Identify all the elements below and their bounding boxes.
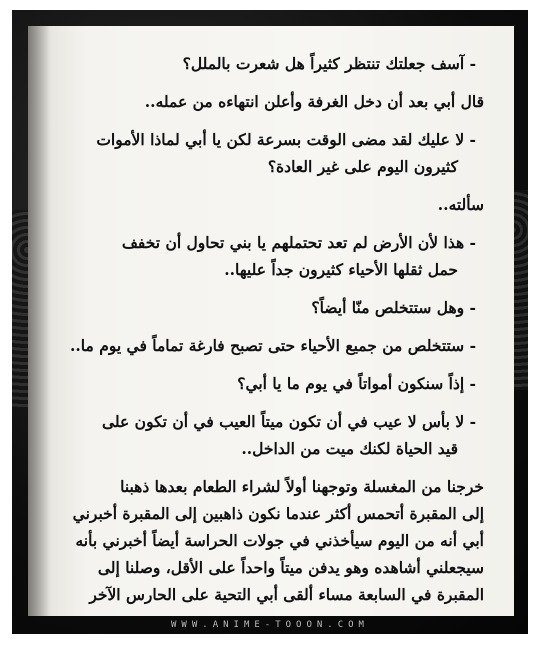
- text-line: - إذاً سنكون أمواتاً في يوم ما يا أبي؟: [237, 374, 476, 393]
- text-line: سألته..: [437, 195, 484, 214]
- site-watermark: WWW.ANIME-TOOON.COM: [171, 620, 369, 630]
- text-line: - وهل ستتخلص منّا أيضاً؟: [311, 298, 476, 317]
- page-binding-shadow: [28, 26, 50, 616]
- text-line: - لا عليك لقد مضى الوقت بسرعة لكن يا أبي لماذا الأموات: [96, 130, 476, 149]
- text-line: سيجعلني أشاهده وهو يدفن ميتاً واحداً على الأقل، وصلنا إلى: [97, 558, 484, 577]
- text-line: - آسف جعلتك تنتظر كثيراً هل شعرت بالملل؟: [182, 54, 476, 73]
- text-line: قال أبي بعد أن دخل الغرفة وأعلن انتهاءه من عمله..: [144, 92, 484, 111]
- book-page: [28, 26, 514, 616]
- text-line: قيد الحياة لكنك ميت من الداخل..: [241, 439, 458, 458]
- text-line: - ستتخلص من جميع الأحياء حتى تصبح فارغة تماماً في يوم ما..: [70, 336, 476, 355]
- text-line: حمل ثقلها الأحياء كثيرون جداً عليها..: [224, 260, 458, 279]
- text-line: أبي أنه من اليوم سيأخذني في جولات الحراسة أيضاً أخبرني بأنه: [75, 531, 484, 550]
- text-line: إلى المقبرة أتحمس أكثر عندما نكون ذاهبين إلى المقبرة أخبرني: [72, 504, 484, 523]
- text-line: خرجنا من المغسلة وتوجهنا أولاً لشراء الطعام بعدها ذهبنا: [120, 477, 484, 496]
- text-line: المقبرة في السابعة مساء ألقى أبي التحية على الحارس الآخر: [89, 585, 484, 604]
- text-line: كثيرون اليوم على غير العادة؟: [267, 157, 458, 176]
- page-text: [64, 50, 484, 608]
- text-line: - هذا لأن الأرض لم تعد تحتملهم يا بني تحاول أن تخفف: [121, 233, 476, 252]
- text-line: - لا بأس لا عيب في أن تكون ميتاً العيب في أن تكون على: [101, 412, 476, 431]
